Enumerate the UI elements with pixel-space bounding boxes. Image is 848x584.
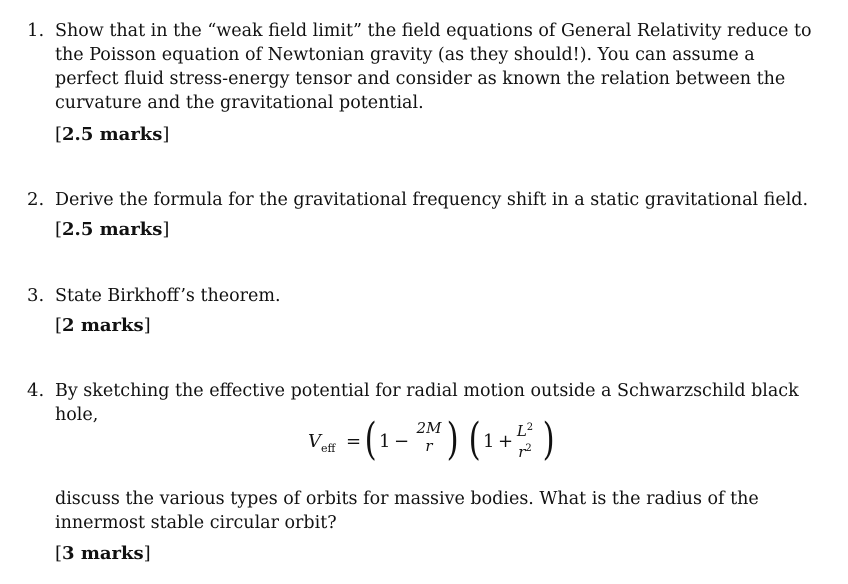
fraction-2m-over-r: 2M r xyxy=(416,419,442,455)
equation-plus: + xyxy=(498,431,514,452)
question-text: Derive the formula for the gravitational frequency shift in a static gravitational field. xyxy=(55,190,809,210)
left-paren: ( xyxy=(364,414,377,465)
fraction-l2-over-r2: $L^2$ $r^2$ xyxy=(516,422,534,461)
equation-minus: − xyxy=(394,431,410,452)
question-text: Show that in the “weak field limit” the field equations of General Relativity reduce to the Poisson equation of Newtonian gravity (as they should!). You can assume a perfect fluid stress-energy tensor and consider as known the relation between the curvature and the gravitational potential. xyxy=(55,21,812,113)
equation-one: 1 xyxy=(379,431,391,452)
marks-label: [2 marks] xyxy=(55,315,151,336)
question-text: State Birkhoff’s theorem. xyxy=(55,286,281,306)
marks-label: [2.5 marks] xyxy=(55,124,170,145)
question-number: 4. xyxy=(27,380,45,401)
marks-label: [3 marks] xyxy=(55,543,151,564)
question-number: 3. xyxy=(27,285,45,306)
equation-one: 1 xyxy=(483,431,495,452)
question-number: 1. xyxy=(27,20,45,41)
question-text: By sketching the effective potential for radial motion outside a Schwarzschild black hole, xyxy=(55,381,799,425)
question-number: 2. xyxy=(27,189,45,210)
right-paren: ) xyxy=(446,414,459,465)
marks-label: [2.5 marks] xyxy=(55,219,170,240)
right-paren: ) xyxy=(542,414,555,465)
question-text-continued: discuss the various types of orbits for massive bodies. What is the radius of the innermost stable circular orbit? xyxy=(55,489,759,533)
equation-lhs: $V_{eff}$ xyxy=(308,431,336,455)
left-paren: ( xyxy=(468,414,481,465)
effective-potential-equation xyxy=(300,412,560,472)
equation-equals: = xyxy=(346,431,362,452)
